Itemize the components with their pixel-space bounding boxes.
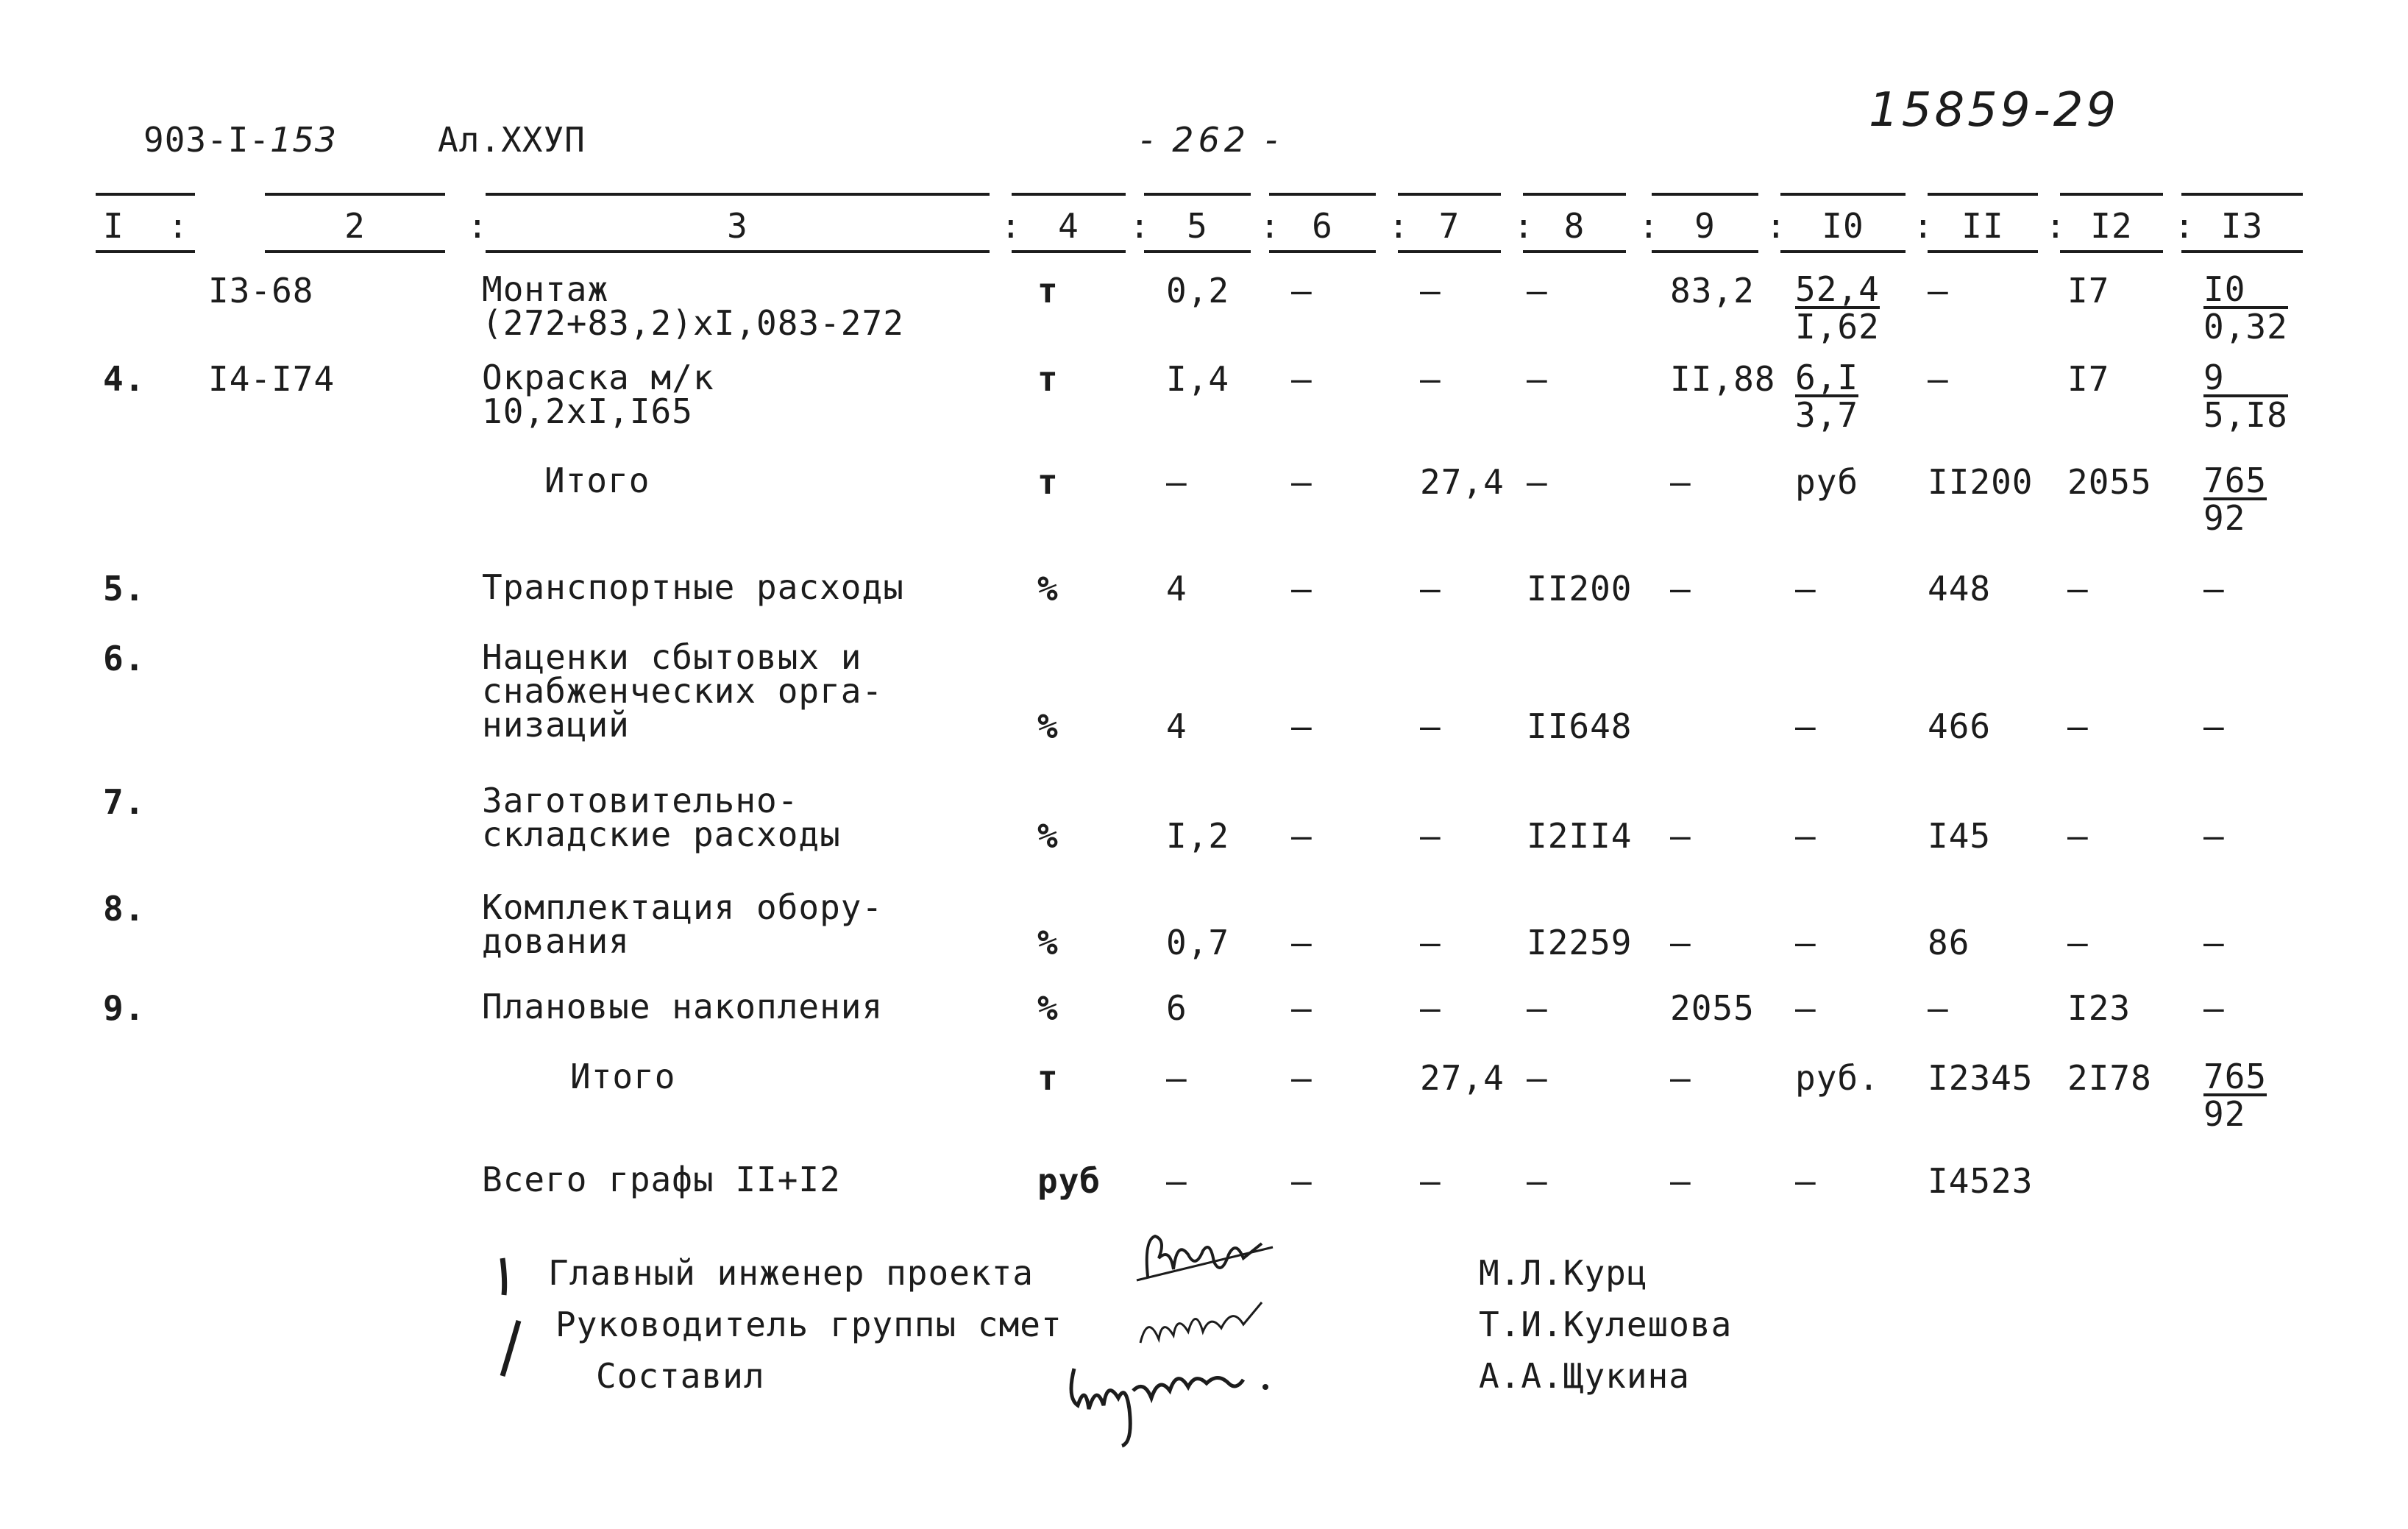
row-code: I3-68 [208, 271, 314, 311]
column-separator: : [1513, 206, 1535, 246]
col9-value: II,88 [1670, 359, 1776, 399]
row-unit: % [1037, 706, 1059, 746]
signature-name: А.А.Щукина [1479, 1356, 1690, 1396]
col11-value: I2345 [1928, 1058, 2034, 1098]
row-name: Плановые накопления [482, 987, 884, 1026]
col10-value: руб [1795, 462, 1859, 502]
col12-value: I7 [2067, 359, 2110, 399]
col6-value: – [1291, 271, 1313, 311]
fraction [2203, 269, 2288, 347]
column-header: 8 [1563, 206, 1585, 246]
signature-role: Составил [596, 1356, 765, 1396]
album-label: Ал.XXУП [438, 120, 586, 160]
col6-value: – [1291, 359, 1313, 399]
col9-value: – [1670, 1058, 1691, 1098]
header-top-rule [1398, 193, 1501, 196]
header-bottom-rule [1780, 250, 1906, 253]
col10-value: – [1795, 816, 1816, 856]
column-separator: : [1129, 206, 1151, 246]
column-header: 5 [1187, 206, 1208, 246]
signature-shchukina [1059, 1339, 1295, 1450]
row-name: Окраска м/к 10,2xI,I65 [482, 358, 714, 431]
col11-value: – [1928, 271, 1949, 311]
row-number: 4. [103, 359, 146, 399]
row-unit: % [1037, 816, 1059, 856]
doc-code-prefix: 903-I- [143, 120, 271, 160]
column-separator: : [467, 206, 489, 246]
row-unit: т [1037, 1058, 1059, 1098]
col11-value: 448 [1928, 569, 1992, 609]
col7-value: – [1420, 359, 1441, 399]
col11-value: I4523 [1928, 1161, 2034, 1201]
signature-name: Т.И.Кулешова [1479, 1305, 1733, 1344]
col13-value: – [2203, 706, 2225, 746]
row-unit: т [1037, 462, 1059, 502]
header-bottom-rule [1398, 250, 1501, 253]
col9-value: 2055 [1670, 988, 1755, 1028]
col13-fraction [2203, 461, 2267, 538]
column-separator: : [1766, 206, 1787, 246]
fraction-denominator: I,62 [1795, 307, 1880, 347]
col5-value: 0,2 [1166, 271, 1230, 311]
col8-value: – [1527, 1161, 1548, 1201]
column-header: 4 [1058, 206, 1079, 246]
header-bottom-rule [2181, 250, 2303, 253]
row-number: 9. [103, 988, 146, 1028]
column-separator: : [1638, 206, 1660, 246]
row-number: 7. [103, 782, 146, 822]
row-unit: т [1037, 359, 1059, 399]
row-number: 6. [103, 639, 146, 678]
fraction [2203, 1057, 2267, 1134]
header-bottom-rule [1269, 250, 1376, 253]
col6-value: – [1291, 923, 1313, 962]
header-bottom-rule [265, 250, 445, 253]
col12-value: – [2067, 569, 2089, 609]
col13-value: – [2203, 923, 2225, 962]
col12-value: I23 [2067, 988, 2131, 1028]
col11-value: – [1928, 988, 1949, 1028]
col5-value: – [1166, 1161, 1187, 1201]
fraction-denominator: 5,I8 [2203, 395, 2288, 435]
fraction [2203, 358, 2288, 435]
col10-value: руб. [1795, 1058, 1880, 1098]
col8-value: – [1527, 1058, 1548, 1098]
col7-value: 27,4 [1420, 1058, 1505, 1098]
col9-value: – [1670, 1161, 1691, 1201]
col12-value: – [2067, 706, 2089, 746]
col10-value: – [1795, 569, 1816, 609]
column-header: I0 [1822, 206, 1864, 246]
col10-value: – [1795, 923, 1816, 962]
col9-value: 83,2 [1670, 271, 1755, 311]
header-top-rule [2181, 193, 2303, 196]
col6-value: – [1291, 1161, 1313, 1201]
fraction-denominator: 92 [2203, 1094, 2246, 1134]
row-code: I4-I74 [208, 359, 335, 399]
header-top-rule [1780, 193, 1906, 196]
header-top-rule [1652, 193, 1758, 196]
col6-value: – [1291, 706, 1313, 746]
col6-value: – [1291, 816, 1313, 856]
row-name: Комплектация обору- дования [482, 887, 884, 961]
column-header: 2 [344, 206, 366, 246]
row-unit: % [1037, 923, 1059, 962]
fraction-numerator: 9 [2203, 361, 2288, 397]
col5-value: 6 [1166, 988, 1187, 1028]
col13-fraction [2203, 358, 2288, 435]
col12-value: 2I78 [2067, 1058, 2152, 1098]
col13-fraction [2203, 269, 2288, 347]
row-name: Итого [544, 461, 650, 500]
row-name: Заготовительно- складские расходы [482, 781, 841, 854]
row-name: Транспортные расходы [482, 567, 904, 607]
header-bottom-rule [1928, 250, 2038, 253]
col10-value: – [1795, 706, 1816, 746]
col6-value: – [1291, 1058, 1313, 1098]
col8-value: – [1527, 271, 1548, 311]
header-bottom-rule [1652, 250, 1758, 253]
column-separator: : [1913, 206, 1934, 246]
fraction-numerator: 765 [2203, 461, 2267, 500]
col10-value: – [1795, 988, 1816, 1028]
header-top-rule [96, 193, 195, 196]
col7-value: – [1420, 706, 1441, 746]
fraction [1795, 269, 1880, 347]
column-separator: : [1260, 206, 1281, 246]
signature-kurts [1133, 1225, 1295, 1288]
col6-value: – [1291, 988, 1313, 1028]
column-separator: : [1388, 206, 1410, 246]
col7-value: 27,4 [1420, 462, 1505, 502]
column-header: I2 [2090, 206, 2133, 246]
header-top-rule [1928, 193, 2038, 196]
header-top-rule [1012, 193, 1126, 196]
row-name: Монтаж (272+83,2)xI,083-272 [482, 269, 904, 343]
col7-value: – [1420, 988, 1441, 1028]
col8-value: – [1527, 359, 1548, 399]
col5-value: – [1166, 462, 1187, 502]
col10-value: – [1795, 1161, 1816, 1201]
fraction [2203, 461, 2267, 538]
fraction-numerator: I0 [2203, 272, 2288, 309]
signature-role: Руководитель группы смет [555, 1305, 1062, 1344]
header-bottom-rule [486, 250, 990, 253]
fraction-numerator: 765 [2203, 1057, 2267, 1096]
row-number: 8. [103, 889, 146, 929]
fraction-denominator: 3,7 [1795, 395, 1859, 435]
fraction [1795, 358, 1859, 435]
row-name: Всего графы II+I2 [482, 1160, 841, 1199]
fraction-denominator: 0,32 [2203, 307, 2288, 347]
column-separator: : [168, 206, 189, 246]
signature-name: М.Л.Курц [1479, 1253, 1648, 1293]
column-header: 9 [1694, 206, 1716, 246]
header-bottom-rule [1523, 250, 1626, 253]
col9-value: – [1670, 816, 1691, 856]
fraction-denominator: 92 [2203, 498, 2246, 538]
row-unit: руб [1037, 1161, 1101, 1201]
col8-value: I2259 [1527, 923, 1633, 962]
bracket-mark [489, 1251, 533, 1383]
column-header: I [103, 206, 124, 246]
col8-value: – [1527, 462, 1548, 502]
header-top-rule [1523, 193, 1626, 196]
col11-value: – [1928, 359, 1949, 399]
col11-value: I45 [1928, 816, 1992, 856]
col9-value: – [1670, 923, 1691, 962]
col8-value: II200 [1527, 569, 1633, 609]
header-bottom-rule [96, 250, 195, 253]
col8-value: II648 [1527, 706, 1633, 746]
header-bottom-rule [2060, 250, 2163, 253]
col12-value: 2055 [2067, 462, 2152, 502]
col12-value: – [2067, 816, 2089, 856]
header-top-rule [1144, 193, 1251, 196]
col11-value: 466 [1928, 706, 1992, 746]
col11-value: 86 [1928, 923, 1970, 962]
col7-value: – [1420, 1161, 1441, 1201]
header-top-rule [265, 193, 445, 196]
col7-value: – [1420, 271, 1441, 311]
col9-value: – [1670, 569, 1691, 609]
stamp-number: 15859-29 [1869, 83, 2120, 138]
col13-value: – [2203, 988, 2225, 1028]
col7-value: – [1420, 923, 1441, 962]
header-bottom-rule [1012, 250, 1126, 253]
col7-value: – [1420, 816, 1441, 856]
col11-value: II200 [1928, 462, 2034, 502]
col5-value: I,4 [1166, 359, 1230, 399]
signature-role: Главный инженер проекта [548, 1253, 1034, 1293]
col12-value: I7 [2067, 271, 2110, 311]
header-top-rule [1269, 193, 1376, 196]
col10-fraction [1795, 358, 1859, 435]
header-bottom-rule [1144, 250, 1251, 253]
row-name: Итого [570, 1057, 676, 1096]
col10-fraction [1795, 269, 1880, 347]
header-top-rule [2060, 193, 2163, 196]
doc-code-handwritten: 153 [270, 120, 337, 160]
col7-value: – [1420, 569, 1441, 609]
col8-value: – [1527, 988, 1548, 1028]
row-unit: % [1037, 569, 1059, 609]
doc-code [143, 121, 337, 158]
column-header: 7 [1438, 206, 1460, 246]
column-header: 3 [727, 206, 748, 246]
col13-value: – [2203, 569, 2225, 609]
col8-value: I2II4 [1527, 816, 1633, 856]
row-name: Наценки сбытовых и снабженческих орга- низаций [482, 637, 884, 745]
col5-value: 0,7 [1166, 923, 1230, 962]
row-unit: % [1037, 988, 1059, 1028]
col5-value: I,2 [1166, 816, 1230, 856]
row-number: 5. [103, 569, 146, 609]
column-separator: : [2045, 206, 2067, 246]
fraction-numerator: 52,4 [1795, 269, 1880, 309]
column-separator: : [1001, 206, 1022, 246]
col6-value: – [1291, 569, 1313, 609]
header-top-rule [486, 193, 990, 196]
column-header: 6 [1312, 206, 1333, 246]
fraction-numerator: 6,I [1795, 358, 1859, 397]
column-header: I3 [2220, 206, 2264, 246]
row-unit: т [1037, 271, 1059, 311]
col5-value: 4 [1166, 569, 1187, 609]
col5-value: 4 [1166, 706, 1187, 746]
column-header: II [1961, 206, 2004, 246]
column-separator: : [2174, 206, 2195, 246]
col13-value: – [2203, 816, 2225, 856]
page-number: - 262 - [1140, 120, 1282, 160]
col6-value: – [1291, 462, 1313, 502]
col12-value: – [2067, 923, 2089, 962]
col5-value: – [1166, 1058, 1187, 1098]
col13-fraction [2203, 1057, 2267, 1134]
col9-value: – [1670, 462, 1691, 502]
